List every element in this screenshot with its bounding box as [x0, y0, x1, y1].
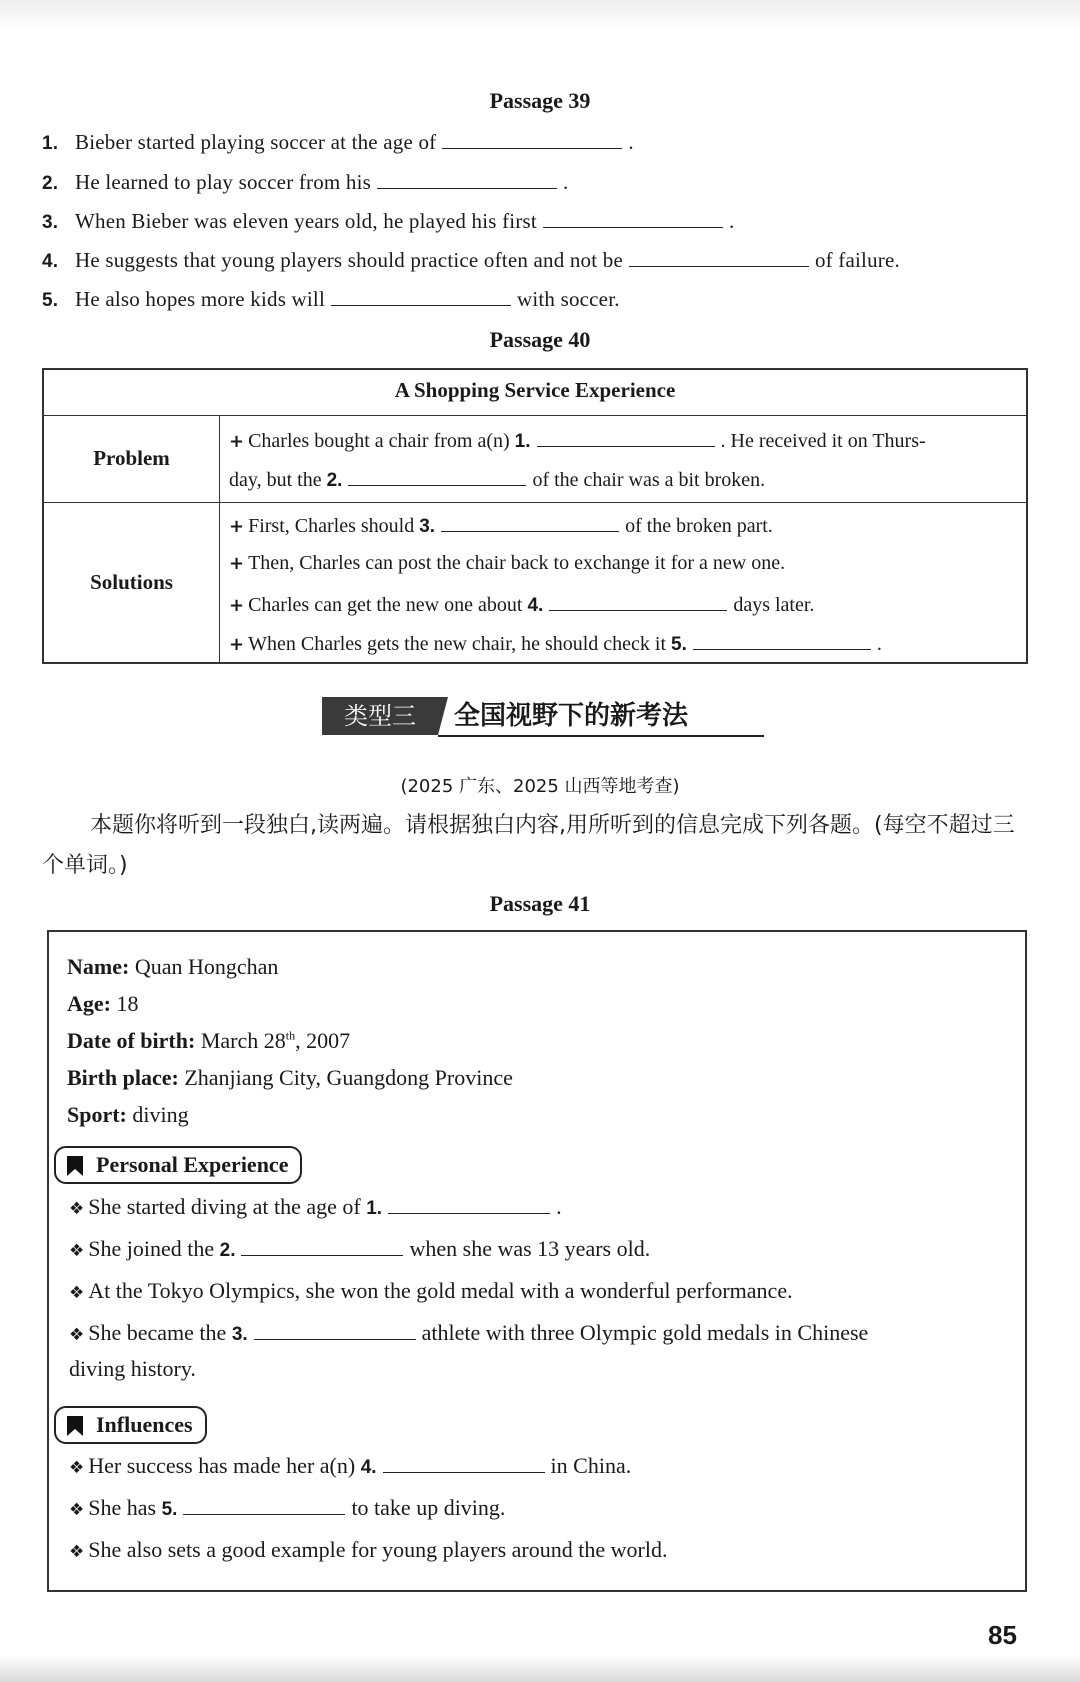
bookmark-icon	[66, 1155, 84, 1177]
section-underline	[438, 735, 764, 737]
question-number: 5.	[42, 290, 59, 311]
answer-blank[interactable]	[537, 428, 715, 447]
athlete-profile-card	[47, 930, 1027, 1592]
table-divider	[44, 415, 1026, 416]
solution-item: + Then, Charles can post the chair back to exchange it for a new one.	[229, 552, 786, 574]
question-number: 4.	[42, 251, 59, 272]
answer-blank[interactable]	[377, 170, 557, 189]
diamond-bullet-icon: ❖	[69, 1241, 85, 1261]
question-line	[42, 287, 620, 312]
solution-item: + When Charles gets the new chair, he should check it 5. .	[229, 633, 882, 655]
answer-blank[interactable]	[241, 1237, 403, 1256]
answer-blank[interactable]	[629, 248, 809, 267]
question-line	[42, 130, 634, 155]
question-number: 3.	[42, 212, 59, 233]
influences-header: Influences	[54, 1406, 207, 1444]
problem-label: Problem	[93, 446, 170, 470]
plus-bullet-icon: +	[229, 595, 245, 616]
answer-blank[interactable]	[254, 1321, 416, 1340]
diamond-bullet-icon: ❖	[69, 1458, 85, 1478]
question-text: He learned to play soccer from his	[75, 170, 372, 194]
answer-blank[interactable]	[183, 1496, 345, 1515]
problem-line-1: + Charles bought a chair from a(n) 1. . He received it on Thurs-	[229, 430, 926, 452]
answer-blank[interactable]	[383, 1454, 545, 1473]
diamond-bullet-icon: ❖	[69, 1542, 85, 1562]
solution-item: + Charles can get the new one about 4. days later.	[229, 594, 815, 616]
diamond-bullet-icon: ❖	[69, 1283, 85, 1303]
question-text-after: with soccer.	[516, 287, 620, 311]
name-row: Name: Quan Hongchan	[67, 954, 279, 979]
experience-item: ❖ She became the 3. athlete with three Olympic gold medals in Chinese	[69, 1320, 869, 1345]
exam-source: (2025 广东、2025 山西等地考查)	[400, 776, 680, 797]
question-text: When Bieber was eleven years old, he played his first	[75, 209, 537, 233]
solution-item: + First, Charles should 3. of the broken part.	[229, 515, 773, 537]
experience-item: ❖ She joined the 2. when she was 13 years old.	[69, 1236, 651, 1261]
question-text-after: .	[628, 130, 634, 154]
answer-blank[interactable]	[549, 592, 727, 611]
question-number: 1.	[42, 133, 59, 154]
plus-bullet-icon: +	[229, 634, 245, 655]
experience-item: ❖ She started diving at the age of 1. .	[69, 1194, 562, 1219]
instructions: 本题你将听到一段独白,读两遍。请根据独白内容,用所听到的信息完成下列各题。(每空不超过三个单词。)	[42, 813, 1015, 878]
experience-item-continuation: diving history.	[69, 1356, 196, 1381]
experience-item: ❖ At the Tokyo Olympics, she won the gold medal with a wonderful performance.	[69, 1278, 793, 1303]
question-text: He suggests that young players should practice often and not be	[75, 248, 623, 272]
question-line	[42, 170, 568, 195]
section-tag: 类型三	[322, 697, 438, 735]
question-text: He also hopes more kids will	[75, 287, 325, 311]
dob-row: Date of birth: March 28th, 2007	[67, 1028, 351, 1053]
diamond-bullet-icon: ❖	[69, 1325, 85, 1345]
influence-item: ❖ She also sets a good example for young players around the world.	[69, 1537, 668, 1562]
page-top-shadow	[0, 0, 1080, 30]
solutions-label: Solutions	[90, 570, 173, 594]
question-text-after: .	[563, 170, 569, 194]
problem-line-2: day, but the 2. of the chair was a bit broken.	[229, 469, 766, 491]
table-divider	[44, 502, 1026, 503]
answer-blank[interactable]	[331, 287, 511, 306]
plus-bullet-icon: +	[229, 553, 245, 574]
question-line	[42, 248, 900, 273]
birthplace-row: Birth place: Zhanjiang City, Guangdong Province	[67, 1065, 513, 1090]
influence-item: ❖ Her success has made her a(n) 4. in China.	[69, 1453, 632, 1478]
question-number: 2.	[42, 173, 59, 194]
page-bottom-shadow	[0, 1655, 1080, 1682]
passage-39-title: Passage 39	[489, 88, 591, 113]
answer-blank[interactable]	[348, 467, 526, 486]
question-text: Bieber started playing soccer at the age of	[75, 130, 437, 154]
bookmark-icon	[66, 1415, 84, 1437]
section-tag-edge	[438, 697, 448, 735]
answer-blank[interactable]	[441, 513, 619, 532]
answer-blank[interactable]	[543, 209, 723, 228]
sport-row: Sport: diving	[67, 1102, 189, 1127]
influence-item: ❖ She has 5. to take up diving.	[69, 1495, 506, 1520]
answer-blank[interactable]	[388, 1195, 550, 1214]
question-text-after: .	[728, 209, 735, 233]
passage-40-title: Passage 40	[489, 327, 591, 352]
section-title: 全国视野下的新考法	[454, 701, 689, 731]
age-row: Age: 18	[67, 991, 139, 1016]
personal-experience-header: Personal Experience	[54, 1146, 302, 1184]
diamond-bullet-icon: ❖	[69, 1199, 85, 1219]
passage-41-title: Passage 41	[489, 891, 591, 916]
table-title: A Shopping Service Experience	[394, 378, 676, 402]
answer-blank[interactable]	[693, 631, 871, 650]
diamond-bullet-icon: ❖	[69, 1500, 85, 1520]
table-column-divider	[219, 415, 220, 662]
question-text-after: of failure.	[814, 248, 900, 272]
answer-blank[interactable]	[442, 130, 622, 149]
plus-bullet-icon: +	[229, 516, 245, 537]
shopping-service-table	[42, 368, 1028, 664]
page-number: 85	[988, 1620, 1017, 1650]
plus-bullet-icon: +	[229, 431, 245, 452]
question-line	[42, 209, 734, 234]
